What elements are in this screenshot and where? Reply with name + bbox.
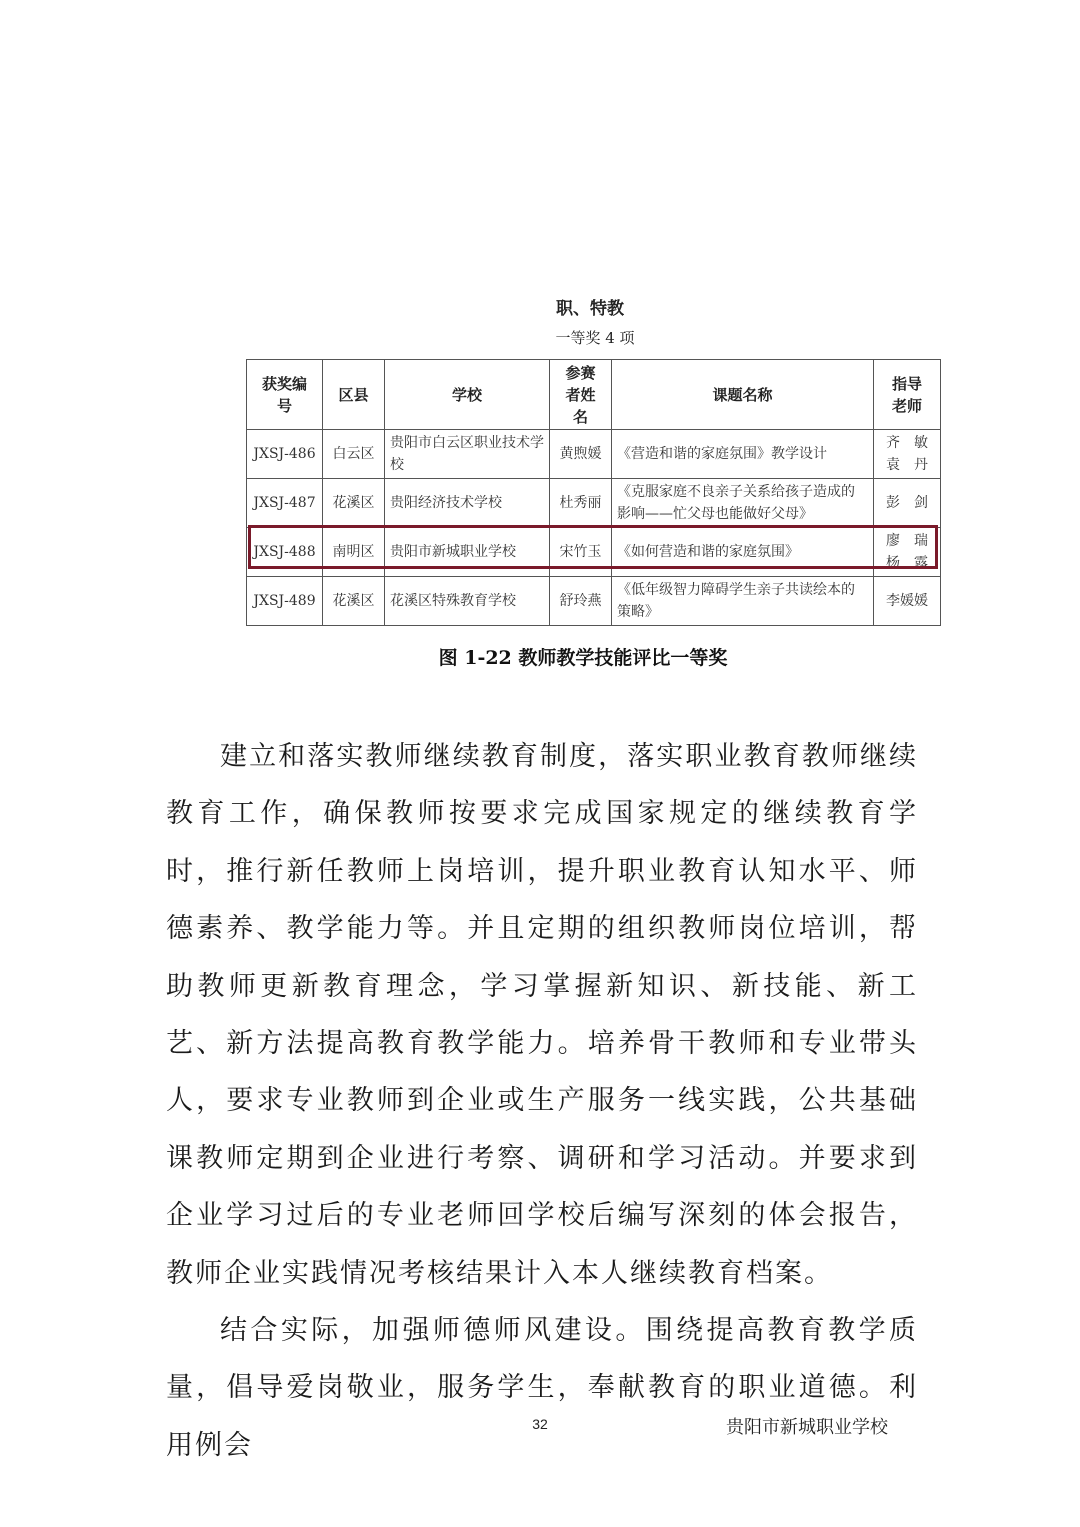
mentor-name: 袁 丹 (886, 457, 928, 473)
topic-cell: 《营造和谐的家庭氛围》教学设计 (612, 430, 874, 479)
table-row (247, 430, 941, 479)
award-no-cell: JXSJ-486 (247, 430, 323, 479)
mentor-name: 李媛媛 (886, 593, 928, 609)
mentor-name: 廖 瑞 (886, 533, 928, 549)
mentor-cell (874, 528, 941, 577)
mentor-name: 齐 敏 (886, 435, 928, 451)
district-cell: 南明区 (323, 528, 385, 577)
page-number: 32 (532, 1416, 548, 1432)
footer-school-name: 贵阳市新城职业学校 (726, 1417, 888, 1438)
figure-caption: 图 1-22 教师教学技能评比一等奖 (438, 647, 728, 669)
header-participant: 参赛者姓名 (550, 360, 612, 430)
body-text (166, 728, 918, 1474)
awards-table (246, 359, 941, 626)
mentor-cell (874, 479, 941, 528)
paragraph: 建立和落实教师继续教育制度，落实职业教育教师继续教育工作，确保教师按要求完成国家规定的继续教育学时，推行新任教师上岗培训，提升职业教育认知水平、师德素养、教学能力等。并且定期的组织教师岗位培训，帮助教师更新教育理念，学习掌握新知识、新技能、新工艺、新方法提高教育教学能力。培养骨干教师和专业带头人，要求专业教师到企业或生产服务一线实践，公共基础课教师定期到企业进行考察、调研和学习活动。并要求到企业学习过后的专业老师回学校后编写深刻的体会报告，教师企业实践情况考核结果计入本人继续教育档案。 (166, 741, 918, 1289)
table-award-subtitle: 一等奖 4 项 (555, 329, 635, 347)
school-cell: 花溪区特殊教育学校 (385, 577, 550, 626)
mentor-cell (874, 577, 941, 626)
district-cell: 白云区 (323, 430, 385, 479)
paragraph: 结合实际，加强师德师风建设。围绕提高教育教学质量，倡导爱岗敬业，服务学生，奉献教育的职业道德。利用例会 (166, 1315, 918, 1461)
award-no-cell: JXSJ-487 (247, 479, 323, 528)
table-row (247, 577, 941, 626)
school-cell: 贵阳经济技术学校 (385, 479, 550, 528)
table-category-title: 职、特教 (556, 299, 624, 319)
topic-cell: 《克服家庭不良亲子关系给孩子造成的影响——忙父母也能做好父母》 (612, 479, 874, 528)
topic-cell: 《低年级智力障碍学生亲子共读绘本的策略》 (612, 577, 874, 626)
mentor-cell (874, 430, 941, 479)
participant-cell: 舒玲燕 (550, 577, 612, 626)
header-award-no: 获奖编号 (247, 360, 323, 430)
header-topic: 课题名称 (612, 360, 874, 430)
school-cell: 贵阳市新城职业学校 (385, 528, 550, 577)
header-district: 区县 (323, 360, 385, 430)
table-header-row (247, 360, 941, 430)
participant-cell: 宋竹玉 (550, 528, 612, 577)
participant-cell: 杜秀丽 (550, 479, 612, 528)
header-mentor: 指导老师 (874, 360, 941, 430)
award-no-cell: JXSJ-488 (247, 528, 323, 577)
award-no-cell: JXSJ-489 (247, 577, 323, 626)
header-school: 学校 (385, 360, 550, 430)
participant-cell: 黄煦媛 (550, 430, 612, 479)
table-row-highlighted (247, 528, 941, 577)
table-row (247, 479, 941, 528)
district-cell: 花溪区 (323, 479, 385, 528)
topic-cell: 《如何营造和谐的家庭氛围》 (612, 528, 874, 577)
district-cell: 花溪区 (323, 577, 385, 626)
mentor-name: 彭 剑 (886, 495, 928, 511)
mentor-name: 杨 露 (886, 555, 928, 571)
school-cell: 贵阳市白云区职业技术学校 (385, 430, 550, 479)
